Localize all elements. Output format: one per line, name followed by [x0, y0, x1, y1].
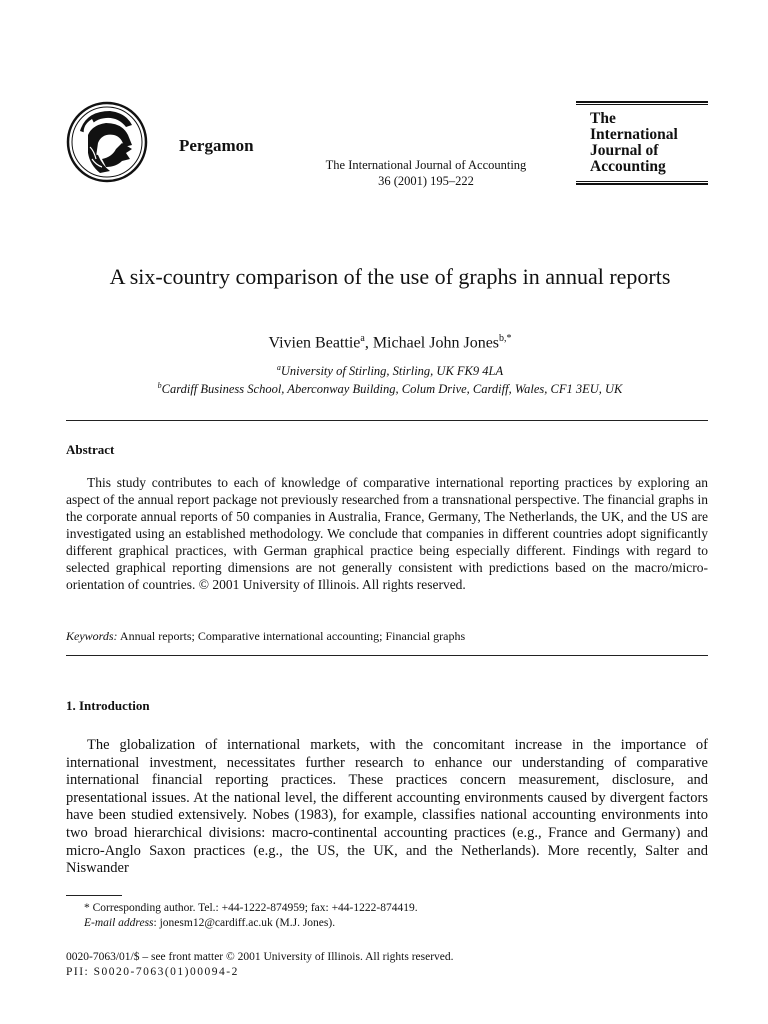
journal-citation	[300, 157, 552, 189]
divider	[66, 420, 708, 421]
volume-info: 36 (2001) 195–222	[378, 174, 474, 188]
affiliation-text: Cardiff Business School, Aberconway Building, Colum Drive, Cardiff, Wales, CF1 3EU, UK	[161, 382, 623, 397]
publisher-name: Pergamon	[179, 136, 254, 155]
email-value: : jonesm12@cardiff.ac.uk (M.J. Jones).	[153, 917, 336, 929]
footnote-corresponding: * Corresponding author. Tel.: +44-1222-874959; fax: +44-1222-874419.	[84, 902, 418, 914]
pii-line: PII: S0020-7063(01)00094-2	[66, 966, 239, 978]
keywords-label: Keywords:	[66, 629, 118, 643]
abstract-text: This study contributes to each of knowledge of comparative international reporting practices by exploring an aspect of the annual report package not previously researched from a transnational perspective. The financial graphs in the corporate annual reports of 50 companies in Australia, France, Germany, The Netherlands, the UK, and the US are investigated using an established methodology. We conclude that companies in different countries adopt significantly different graphical practices, with German graphical practice being especially different. Findings with regard to selected graphical reporting dimensions are not generally consistent with predictions based on the macro/micro-orientation of countries. © 2001 University of Illinois. All rights reserved.	[66, 475, 708, 592]
journal-name: The International Journal of Accounting	[325, 158, 527, 172]
section-heading-introduction: 1. Introduction	[66, 698, 150, 713]
masthead-line: Journal of	[590, 142, 659, 159]
abstract-heading: Abstract	[66, 442, 115, 457]
email-label: E-mail address	[84, 917, 154, 929]
divider	[66, 655, 708, 656]
issn-line: 0020-7063/01/$ – see front matter © 2001 University of Illinois. All rights reserved.	[66, 951, 454, 963]
masthead-bottom-rule	[576, 181, 708, 185]
pergamon-logo-icon	[66, 101, 148, 183]
keywords-text: Annual reports; Comparative international accounting; Financial graphs	[119, 629, 466, 643]
footnote-rule	[66, 895, 122, 896]
affiliation-mark: b	[157, 381, 162, 390]
introduction-text: The globalization of international markets, with the concomitant increase in the importance of international investment, necessitates further research to enhance our understanding of comparative international financial reporting practices. These practices concern measurement, disclosure, and presentational issues. At the national level, the different accounting environments caused by divergent factors have been studied extensively. Nobes (1983), for example, classifies national accounting environments into two broad hierarchical divisions: macro-continental accounting practices (e.g., France and Germany) and micro-Anglo Saxon practices (e.g., the US, the UK, and the Netherlands). More recently, Salter and Niswander	[66, 737, 708, 877]
masthead-line: The	[590, 110, 616, 127]
masthead-text	[590, 111, 678, 175]
journal-masthead-box	[576, 101, 708, 185]
masthead-line: Accounting	[590, 158, 666, 175]
author-name: Michael John Jones	[372, 334, 500, 352]
footnote-email	[66, 916, 708, 931]
author-list: Vivien Beattie$^a$, Michael John Jones$^{b,*}$	[268, 333, 512, 352]
author-name: Vivien Beattie	[268, 334, 361, 352]
affiliation-mark: a	[276, 363, 281, 372]
masthead-line: International	[590, 126, 678, 143]
affiliation-a	[40, 363, 740, 379]
author-mark: b,*	[499, 333, 512, 344]
keywords	[66, 629, 708, 644]
affiliation-b	[40, 381, 740, 397]
masthead-top-rule	[576, 101, 708, 105]
article-title: A six-country comparison of the use of graphs in annual reports	[109, 264, 671, 289]
affiliation-text: University of Stirling, Stirling, UK FK9 4LA	[280, 364, 504, 379]
author-mark: a	[360, 333, 365, 344]
